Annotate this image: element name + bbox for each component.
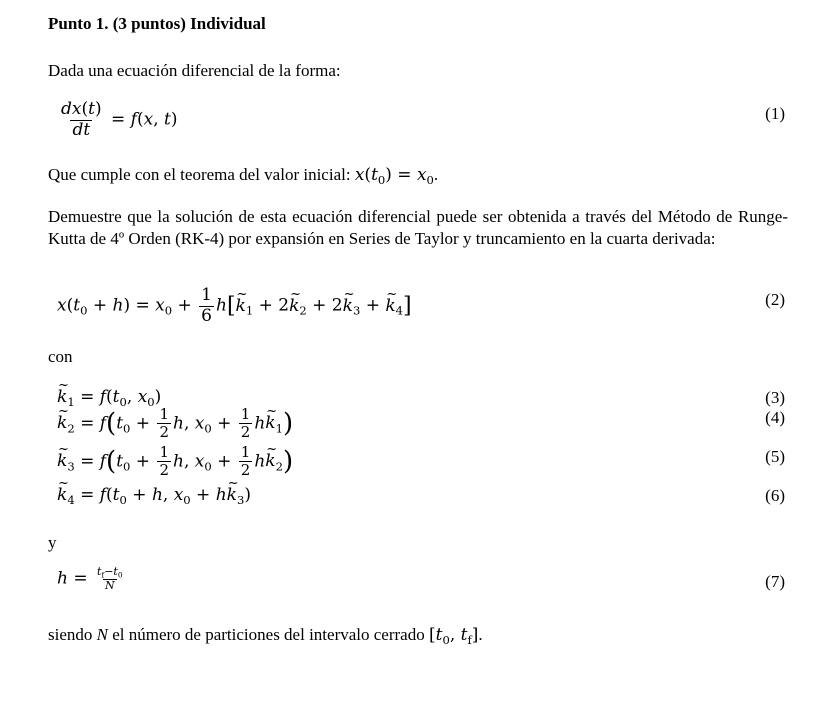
equation-3: ~ $k_1 = f(t_0$, $x_0$) (57, 387, 161, 407)
equation-4: ~ $k_2 = f(t_0$ + $\frac{1}{2}$ h, $x_0$ + $\frac{1}{2}$ h~ $k_1$) (57, 406, 293, 442)
equation-number-7: (7) (765, 572, 785, 591)
equation-number-5: (5) (765, 447, 785, 466)
equation-number-6: (6) (765, 486, 785, 505)
equation-2: $x(t_0 + h) = x_0$ + $\frac{1}{6}$ h[~ $k_1$ + 2~ $k_2$ + 2~ $k_3$ + ~ $k_4$] (57, 286, 412, 326)
closing-text-b: el número de particiones del intervalo cerrado (112, 625, 425, 644)
closing-interval: [$t_0$, $t_f$] (428, 625, 479, 648)
closing-line: siendo N el número de particiones del intervalo cerrado [$t_0$, $t_f$]. (48, 625, 483, 648)
equation-number-2: (2) (765, 290, 785, 309)
equation-6: ~ $k_4 = f(t_0 + h$, $x_0$ + h~ $k_3$) (57, 485, 251, 505)
initial-condition-text: Que cumple con el teorema del valor inicial: (48, 165, 351, 184)
closing-text-a: siendo (48, 625, 93, 644)
equation-number-3: (3) (765, 388, 785, 407)
initial-condition-formula: $x(t_0) = x_0$ (354, 165, 434, 188)
initial-condition-line: Que cumple con el teorema del valor inicial: $x(t_0) = x_0$. (48, 165, 439, 188)
intro-paragraph: Dada una ecuación diferencial de la forma: (48, 61, 341, 80)
connector-y: y (48, 533, 57, 552)
closing-variable-n: N (96, 625, 108, 644)
equation-number-4: (4) (765, 408, 785, 427)
equation-7: h = $\frac{t_f-t_0}{N}$ (57, 565, 123, 592)
equation-number-1: (1) (765, 104, 785, 123)
equation-1: $\frac{dx(t)}{dt}$ = f(x, t) (61, 99, 178, 140)
task-paragraph: Demuestre que la solución de esta ecuación diferencial puede ser obtenida a través del Método de Runge-Kutta de 4º Orden (RK-4) por expansión en Series de Taylor y truncamiento en la cuarta derivada: (48, 207, 788, 248)
section-heading: Punto 1. (3 puntos) Individual (48, 14, 266, 33)
connector-con: con (48, 347, 73, 366)
equation-5: ~ $k_3 = f(t_0$ + $\frac{1}{2}$ h, $x_0$ + $\frac{1}{2}$ h~ $k_2$) (57, 444, 293, 480)
